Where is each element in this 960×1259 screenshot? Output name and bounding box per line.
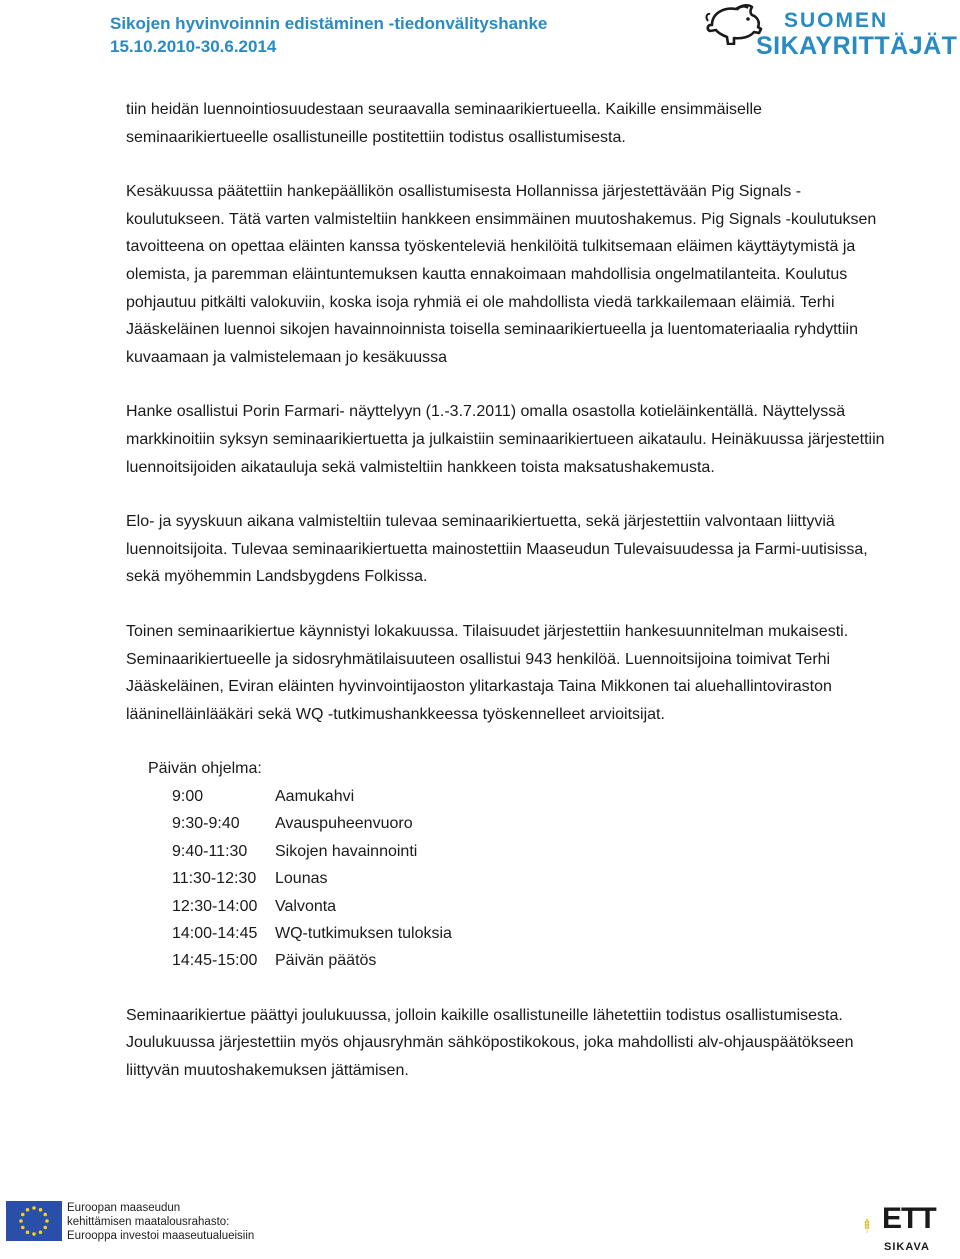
schedule-time: 9:30-9:40 xyxy=(172,815,240,833)
schedule-time: 14:45-15:00 xyxy=(172,952,258,970)
eu-flag-icon xyxy=(6,1201,62,1241)
schedule-time: 9:00 xyxy=(172,787,204,805)
eu-star xyxy=(26,1230,30,1234)
eu-star xyxy=(45,1219,49,1223)
header-title: Sikojen hyvinvoinnin edistäminen -tiedonvälityshanke xyxy=(110,14,548,33)
schedule-row xyxy=(172,865,452,892)
eu-star xyxy=(32,1206,36,1210)
schedule-item: WQ-tutkimuksen tuloksia xyxy=(275,924,452,942)
eu-star xyxy=(32,1232,36,1236)
ett-logo-text: ETT xyxy=(882,1202,936,1235)
header-dates: 15.10.2010-30.6.2014 xyxy=(110,37,277,56)
eu-star xyxy=(19,1219,23,1223)
schedule-time: 11:30-12:30 xyxy=(172,870,257,888)
page-header xyxy=(0,0,960,66)
pig-icon xyxy=(704,3,764,45)
schedule-item: Valvonta xyxy=(275,897,337,915)
eu-text-line: kehittämisen maatalousrahasto: xyxy=(67,1216,230,1228)
paragraph: tiin heidän luennointiosuudestaan seuraavalla seminaarikiertueella. Kaikille ensimmäiselle seminaarikiertueelle osallistuneille postitettiin todistus osallistumisesta. xyxy=(126,101,762,146)
eu-star xyxy=(26,1208,30,1212)
eu-star xyxy=(21,1213,25,1217)
eu-star xyxy=(39,1208,43,1212)
paragraph: Hanke osallistui Porin Farmari- näyttelyyn (1.-3.7.2011) omalla osastolla kotieläinkentällä. Näyttelyssä markkinoitiin syksyn seminaarikiertuetta ja julkaistiin seminaarikiertueen aikataulu. Heinäkuussa järjestettiin luennoitsijoiden aikatauluja sekä valmisteltiin hankkeen toista maksatushakemusta. xyxy=(126,403,885,476)
eu-star xyxy=(21,1226,25,1230)
schedule-item: Aamukahvi xyxy=(275,787,355,805)
schedule-title: Päivän ohjelma: xyxy=(148,760,262,778)
schedule-time: 14:00-14:45 xyxy=(172,924,258,942)
eu-star xyxy=(43,1226,47,1230)
schedule-table xyxy=(172,783,452,975)
eu-star xyxy=(39,1230,43,1234)
day-schedule xyxy=(126,755,896,974)
schedule-row xyxy=(172,920,452,947)
schedule-item: Lounas xyxy=(275,870,328,888)
paragraph: Elo- ja syyskuun aikana valmisteltiin tulevaa seminaarikiertuetta, sekä järjestettiin valvontaan liittyviä luennoitsijoita. Tulevaa seminaarikiertuetta mainostettiin Maaseudun Tulevaisuudessa ja Farmi-uutisissa, sekä myöhemmin Landsbygdens Folkissa. xyxy=(126,513,868,586)
schedule-time: 9:40-11:30 xyxy=(172,842,248,860)
schedule-row xyxy=(172,838,452,865)
eu-funding-text xyxy=(67,1201,254,1243)
schedule-item: Päivän päätös xyxy=(275,952,377,970)
schedule-row xyxy=(172,947,452,974)
logo-text-suomen: SUOMEN xyxy=(784,9,889,32)
suomen-sikayrittajat-logo xyxy=(704,3,958,63)
paragraph: Toinen seminaarikiertue käynnistyi lokakuussa. Tilaisuudet järjestettiin hankesuunnitelman mukaisesti. Seminaarikiertueelle ja sidosryhmätilaisuuteen osallistui 943 henkilöä. Luennoitsijoina toimivat Terhi Jääskeläinen, Eviran eläinten hyvinvointijaoston ylitarkastaja Taina Mikkonen tai aluehallintoviraston lääninelläinlääkäri sekä WQ -tutkimushankkeessa työskennelleet arvioitsijat. xyxy=(126,622,849,723)
schedule-row xyxy=(172,783,452,810)
document-body xyxy=(126,96,896,1085)
logo-text-sikayrittajat: SIKAYRITTÄJÄT xyxy=(756,32,958,60)
eu-star xyxy=(43,1213,47,1217)
schedule-row xyxy=(172,893,452,920)
schedule-item: Avauspuheenvuoro xyxy=(275,815,413,833)
schedule-item: Sikojen havainnointi xyxy=(275,842,418,860)
paragraph: Seminaarikiertue päättyi joulukuussa, jolloin kaikille osallistuneille lähetettiin todistus osallistumisesta. Joulukuussa järjestettiin myös ohjausryhmän sähköpostikokous, joka mahdollisti alv-ohjauspäätökseen liittyvän muutoshakemuksen jättämisen. xyxy=(126,1006,854,1079)
schedule-time: 12:30-14:00 xyxy=(172,897,258,915)
eu-text-line: Euroopan maaseudun xyxy=(67,1202,181,1214)
eu-text-line: Eurooppa investoi maaseutualueisiin xyxy=(67,1230,255,1242)
paragraph: Kesäkuussa päätettiin hankepäällikön osallistumisesta Hollannissa järjestettävään Pig Signals -koulutukseen. Tätä varten valmisteltiin hankkeen ensimmäinen muutoshakemus. Pig Signals -koulutuksen tavoitteena on opettaa eläinten kanssa työskenteleviä henkilöitä tulkitsemaan eläimen käyttäytymistä ja olemista, ja paremman eläintuntemuksen kautta ennakoimaan mahdollisia ongelmatilanteita. Koulutus pohjautuu pitkälti valokuviin, koska isoja ryhmiä ei ole mahdollista viedä tarkkailemaan eläimiä. Terhi Jääskeläinen luennoi sikojen havainnoinnista toisella seminaarikiertueella ja luentomateriaalia ryhdyttiin kuvaamaan ja valmistelemaan jo kesäkuussa xyxy=(126,183,877,366)
schedule-row xyxy=(172,810,452,837)
sikava-logo-text: SIKAVA xyxy=(884,1241,930,1253)
page-footer xyxy=(0,1186,960,1259)
